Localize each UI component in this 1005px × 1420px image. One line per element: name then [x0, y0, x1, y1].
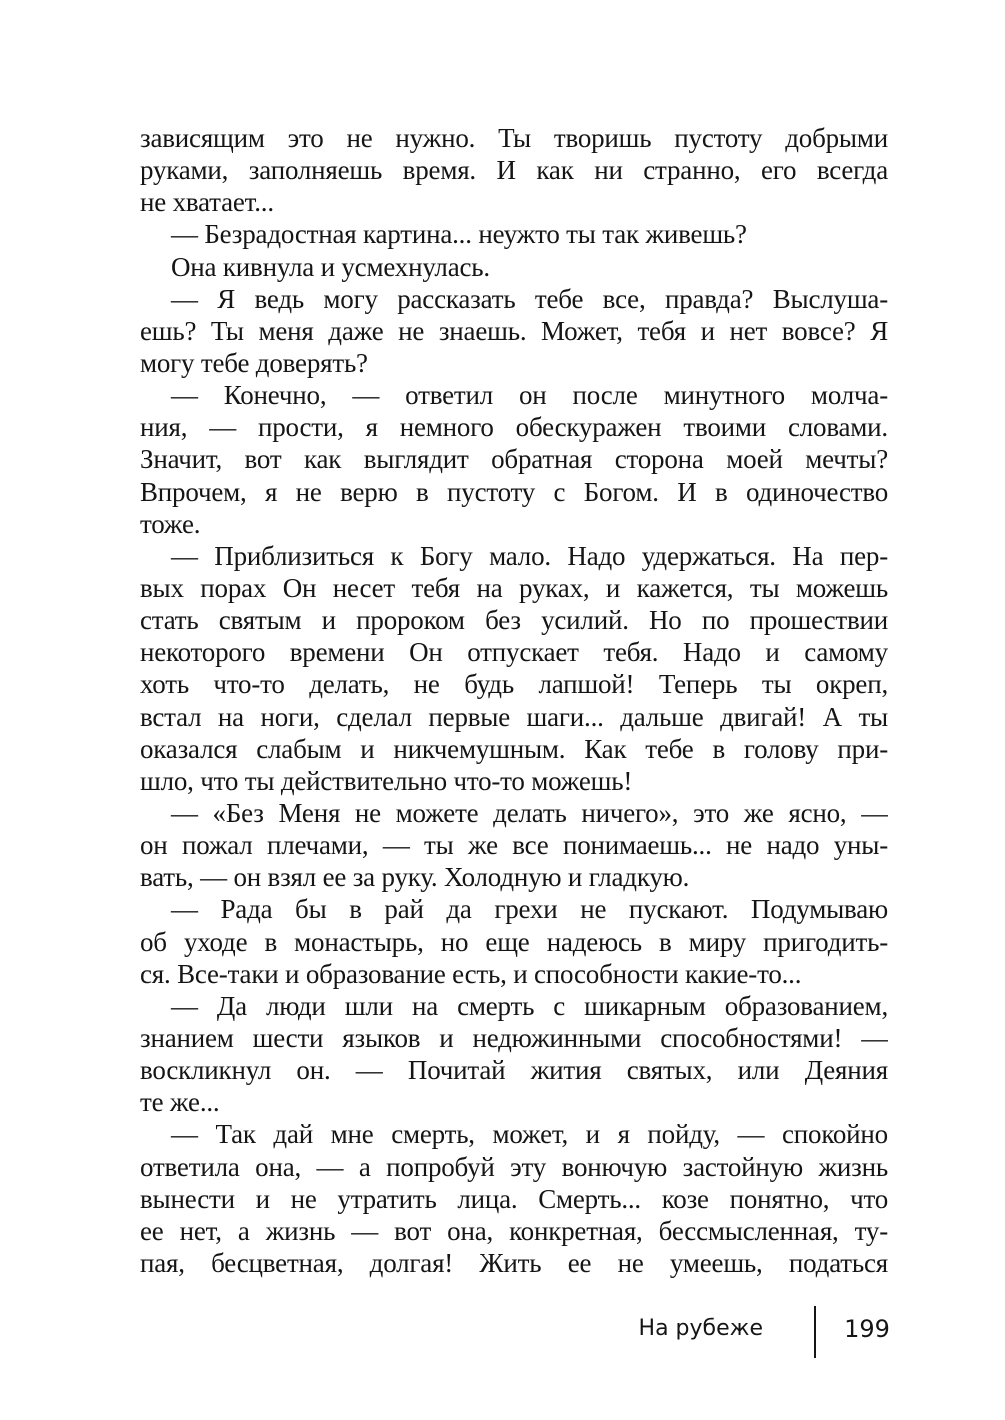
text-line: об уходе в монастырь, но еще надеюсь в миру пригодить- [140, 926, 888, 957]
paragraph [140, 251, 888, 283]
text-line: те же... [140, 1087, 220, 1118]
paragraph [140, 379, 888, 540]
text-line: ся. Все-таки и образование есть, и способности какие-то... [140, 958, 802, 989]
text-line: — Да люди шли на смерть с шикарным образованием, [171, 990, 888, 1021]
text-line: — Конечно, — ответил он после минутного молча- [171, 380, 888, 411]
body-text [140, 122, 888, 1279]
text-line: руками, заполняешь время. И как ни странно, его всегда [140, 155, 888, 186]
text-line: некоторого времени Он отпускает тебя. Надо и самому [140, 637, 888, 668]
page-number: 199 [844, 1315, 890, 1343]
page-footer [0, 1300, 1005, 1364]
text-line: Значит, вот как выглядит обратная сторона моей мечты? [140, 444, 888, 475]
paragraph [140, 540, 888, 797]
text-line: вых порах Он несет тебя на руках, и кажется, ты можешь [140, 572, 888, 603]
paragraph [140, 1118, 888, 1279]
text-line: Она кивнула и усмехнулась. [171, 251, 490, 282]
paragraph [140, 218, 888, 250]
text-line: — Безрадостная картина... неужто ты так живешь? [171, 219, 747, 250]
text-line: ния, — прости, я немного обескуражен твоими словами. [140, 412, 888, 443]
text-line: воскликнул он. — Почитай жития святых, или Деяния [140, 1055, 888, 1086]
paragraph [140, 893, 888, 989]
text-line: — Рада бы в рай да грехи не пускают. Подумываю [171, 894, 888, 925]
text-line: вать, — он взял ее за руку. Холодную и гладкую. [140, 862, 690, 893]
text-line: пая, бесцветная, долгая! Жить ее не умеешь, податься [140, 1247, 888, 1278]
paragraph [140, 797, 888, 893]
text-line: ешь? Ты меня даже не знаешь. Может, тебя и нет вовсе? Я [140, 315, 888, 346]
paragraph [140, 283, 888, 379]
text-line: могу тебе доверять? [140, 347, 368, 378]
text-line: — «Без Меня не можете делать ничего», это же ясно, — [171, 797, 888, 828]
text-line: вынести и не утратить лица. Смерть... козе понятно, что [140, 1183, 888, 1214]
footer-divider [814, 1306, 816, 1358]
text-line: встал на ноги, сделал первые шаги... дальше двигай! А ты [140, 701, 888, 732]
text-line: — Я ведь могу рассказать тебе все, правда? Выслуша- [171, 283, 888, 314]
paragraph [140, 990, 888, 1119]
text-line: тоже. [140, 508, 201, 539]
text-line: Впрочем, я не верю в пустоту с Богом. И в одиночество [140, 476, 888, 507]
text-line: хоть что-то делать, не будь лапшой! Теперь ты окреп, [140, 669, 888, 700]
text-line: он пожал плечами, — ты же все понимаешь... не надо уны- [140, 830, 888, 861]
text-line: стать святым и пророком без усилий. Но по прошествии [140, 605, 888, 636]
text-line: ее нет, а жизнь — вот она, конкретная, бессмысленная, ту- [140, 1215, 888, 1246]
paragraph [140, 122, 888, 218]
running-title: На рубеже [638, 1316, 763, 1341]
text-line: шло, что ты действительно что-то можешь! [140, 765, 633, 796]
text-line: — Так дай мне смерть, может, и я пойду, — спокойно [171, 1119, 888, 1150]
text-line: — Приблизиться к Богу мало. Надо удержаться. На пер- [171, 540, 888, 571]
text-line: зависящим это не нужно. Ты творишь пустоту добрыми [140, 123, 888, 153]
text-line: знанием шести языков и недюжинными способностями! — [140, 1022, 888, 1053]
text-line: оказался слабым и никчемушным. Как тебе в голову при- [140, 733, 888, 764]
text-line: ответила она, — а попробуй эту вонючую застойную жизнь [140, 1151, 888, 1182]
text-line: не хватает... [140, 187, 274, 218]
